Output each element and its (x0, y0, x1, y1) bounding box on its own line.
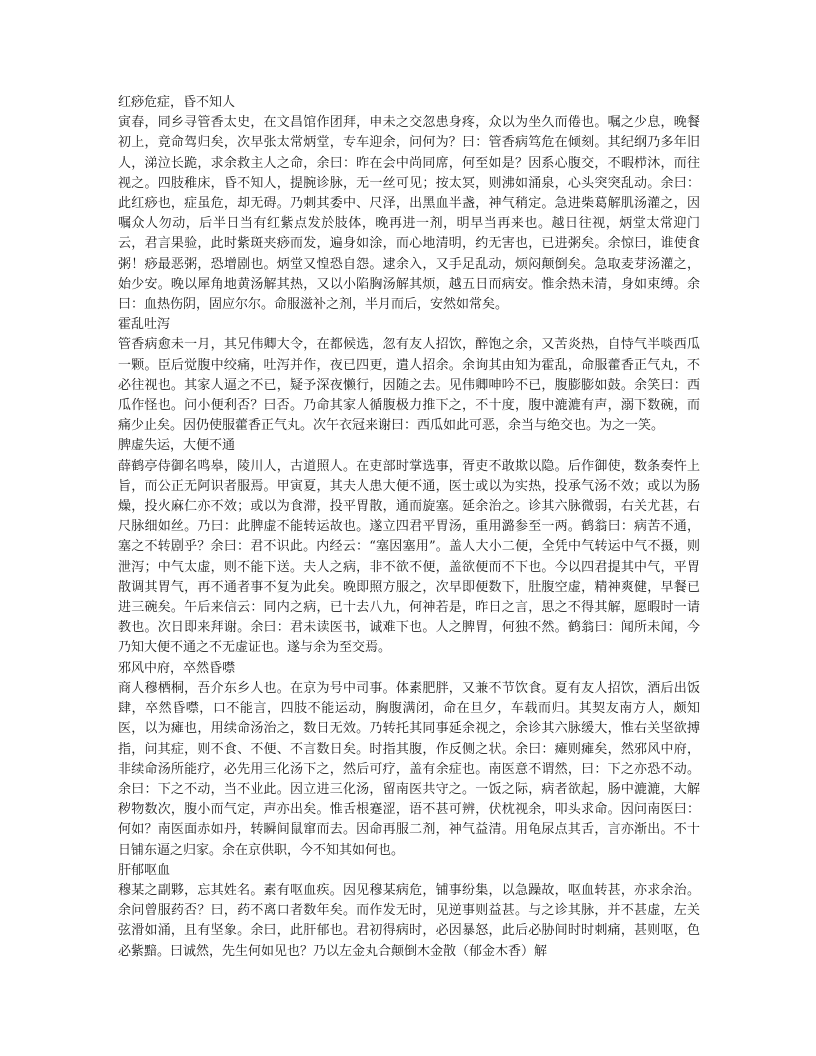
section-title: 肝郁呕血 (118, 862, 171, 878)
case-section (118, 436, 700, 658)
case-section (118, 315, 700, 436)
section-body: 穆某之副夥，忘其姓名。素有呕血疾。因见穆某病危，铺事纷集，以急躁故，呕血转甚，亦求余治。余问曾服药否？曰，药不离口者数年矣。而作发无时，见逆事则益甚。与之诊其脉，并不甚虚，左关弦滑如涌，且有坚象。余曰，此肝郁也。君初得病时，必因暴怒，此后必胁间时时刺痛，甚则呕，色必紫黯。曰诚然，先生何如见也？乃以左金丸合颠倒木金散（郁金木香）解 (118, 882, 700, 959)
section-title: 邪风中府，卒然昏噤 (118, 660, 236, 676)
case-section (118, 93, 700, 315)
document-page (118, 93, 700, 962)
section-body: 寅春，同乡寻管香太史，在文昌馆作团拜，申未之交忽患身疼，众以为坐久而倦也。嘱之少息，晚餐初上，竟命驾归矣，次早张太常炳堂，专车迎余，问何为？曰：管香病笃危在倾刻。其纪纲乃多年旧人，涕泣长跪，求余救主人之命，余曰：昨在会中尚同席，何至如是？因系心腹交，不暇栉沐，而往视之。四肢稚床，昏不知人，提腕诊脉，无一丝可见；按太冥，则沸如涌泉，心头突突乱动。余曰：此红痧也，症虽危，却无碍。乃刺其委中、尺泽，出黑血半盏，神气稍定。急进柴葛解肌汤灌之，因嘱众人勿动，后半日当有红紫点发於肢体，晚再进一剂，明早当再来也。越日往视，炳堂太常迎门云，君言果验，此时紫斑夹痧而发，遍身如涂，而心地清明，约无害也，已进粥矣。余惊曰，谁使食粥！痧最恶粥，恐增剧也。炳堂又惶恐自怨。逮余入，又手足乱动，烦闷颠倒矣。急取麦芽汤灌之，始少安。晚以犀角地黄汤解其热，又以小陷胸汤解其烦，越五日而病安。惟余热未清，身如束缚。余曰：血热伤阴，固应尔尔。命服滋补之剂，半月而后，安然如常矣。 (118, 115, 700, 313)
section-body: 管香病愈未一月，其兄伟卿大令，在都候选，忽有友人招饮，醉饱之余，又苦炎热，自恃气半啖西瓜一颗。臣后觉腹中绞痛，吐泻并作，夜已四更，遣人招余。余询其由知为霍乱，命服藿香正气丸，不必往视也。其家人逼之不已，疑予深夜懒行，因随之去。见伟卿呻吟不已，腹膨膨如鼓。余笑曰：西瓜作怪也。问小便利否？曰否。乃命其家人循腹极力推下之，不十度，腹中漉漉有声，溺下数碗，而痛少止矣。因仍使服藿香正气丸。次午衣冠来谢曰：西瓜如此可恶，余当与绝交也。为之一笑。 (118, 337, 700, 434)
section-body: 商人穆栖桐，吾介东乡人也。在京为号中司事。体素肥胖，又兼不节饮食。夏有友人招饮，酒后出饭肆，卒然昏噤，口不能言，四肢不能运动，胸腹满闭，命在旦夕，车载而归。其契友南方人，颇知医，以为瘫也，用续命汤治之，数日无效。乃转托其同事延余视之，余诊其六脉缓大，惟右关坚欲搏指，问其症，则不食、不便、不言数日矣。时指其腹，作反侧之状。余曰：瘫则瘫矣，然邪风中府，非续命汤所能疗，必先用三化汤下之，然后可疗，盖有余症也。南医意不谓然，曰：下之亦恐不动。余曰：下之不动，当不业此。因立进三化汤，留南医共守之。一饭之际，病者欲起，肠中漉漉，大解秽物数次，腹小而气定，声亦出矣。惟舌根蹇涩，语不甚可辨，伏枕视余，叩头求命。因问南医曰：何如？南医面赤如丹，转瞬间鼠窜而去。因命再服二剂，神气益清。用龟尿点其舌，言亦渐出。不十日铺东逼之归家。余在京供职，今不知其如何也。 (118, 680, 700, 858)
section-title: 脾虚失运，大便不通 (118, 438, 236, 454)
section-title: 霍乱吐泻 (118, 317, 171, 333)
section-title: 红痧危症，昏不知人 (118, 95, 236, 110)
case-section (118, 659, 700, 861)
section-body: 薛鹤亭侍御名鸣皋，陵川人，古道照人。在吏部时掌选事，胥吏不敢欺以隐。后作御使，数条奏忤上旨，而公正无阿识者服焉。甲寅夏，其夫人患大便不通，医士或以为实热，投承气汤不效；或以为肠燥，投火麻仁亦不效；或以为食滞，投平胃散，通而旋塞。延余治之。诊其六脉微弱，右关尤甚，右尺脉细如丝。乃曰：此脾虚不能转运故也。遂立四君平胃汤，重用潞参至一两。鹤翁曰：病苦不通，塞之不转剧乎？余曰：君不识此。内经云：“塞因塞用”。盖人大小二便，全凭中气转运中气不摄，则泄泻；中气太虚，则不能下送。夫人之病，非不欲不便，盖欲便而不下也。今以四君提其中气，平胃散调其胃气，再不通者事不复为此矣。晚即照方服之，次早即便数下，肚腹空虚，精神爽健，早餐已进三碗矣。午后来信云：同内之病，已十去八九，何神若是，昨日之言，思之不得其解，愿暇时一请教也。次日即来拜谢。余曰：君未读医书，诚难下也。人之脾胃，何独不然。鹤翁曰：闻所未闻，今乃知大便不通之不无虚证也。遂与余为至交焉。 (118, 458, 700, 656)
case-section (118, 861, 700, 962)
